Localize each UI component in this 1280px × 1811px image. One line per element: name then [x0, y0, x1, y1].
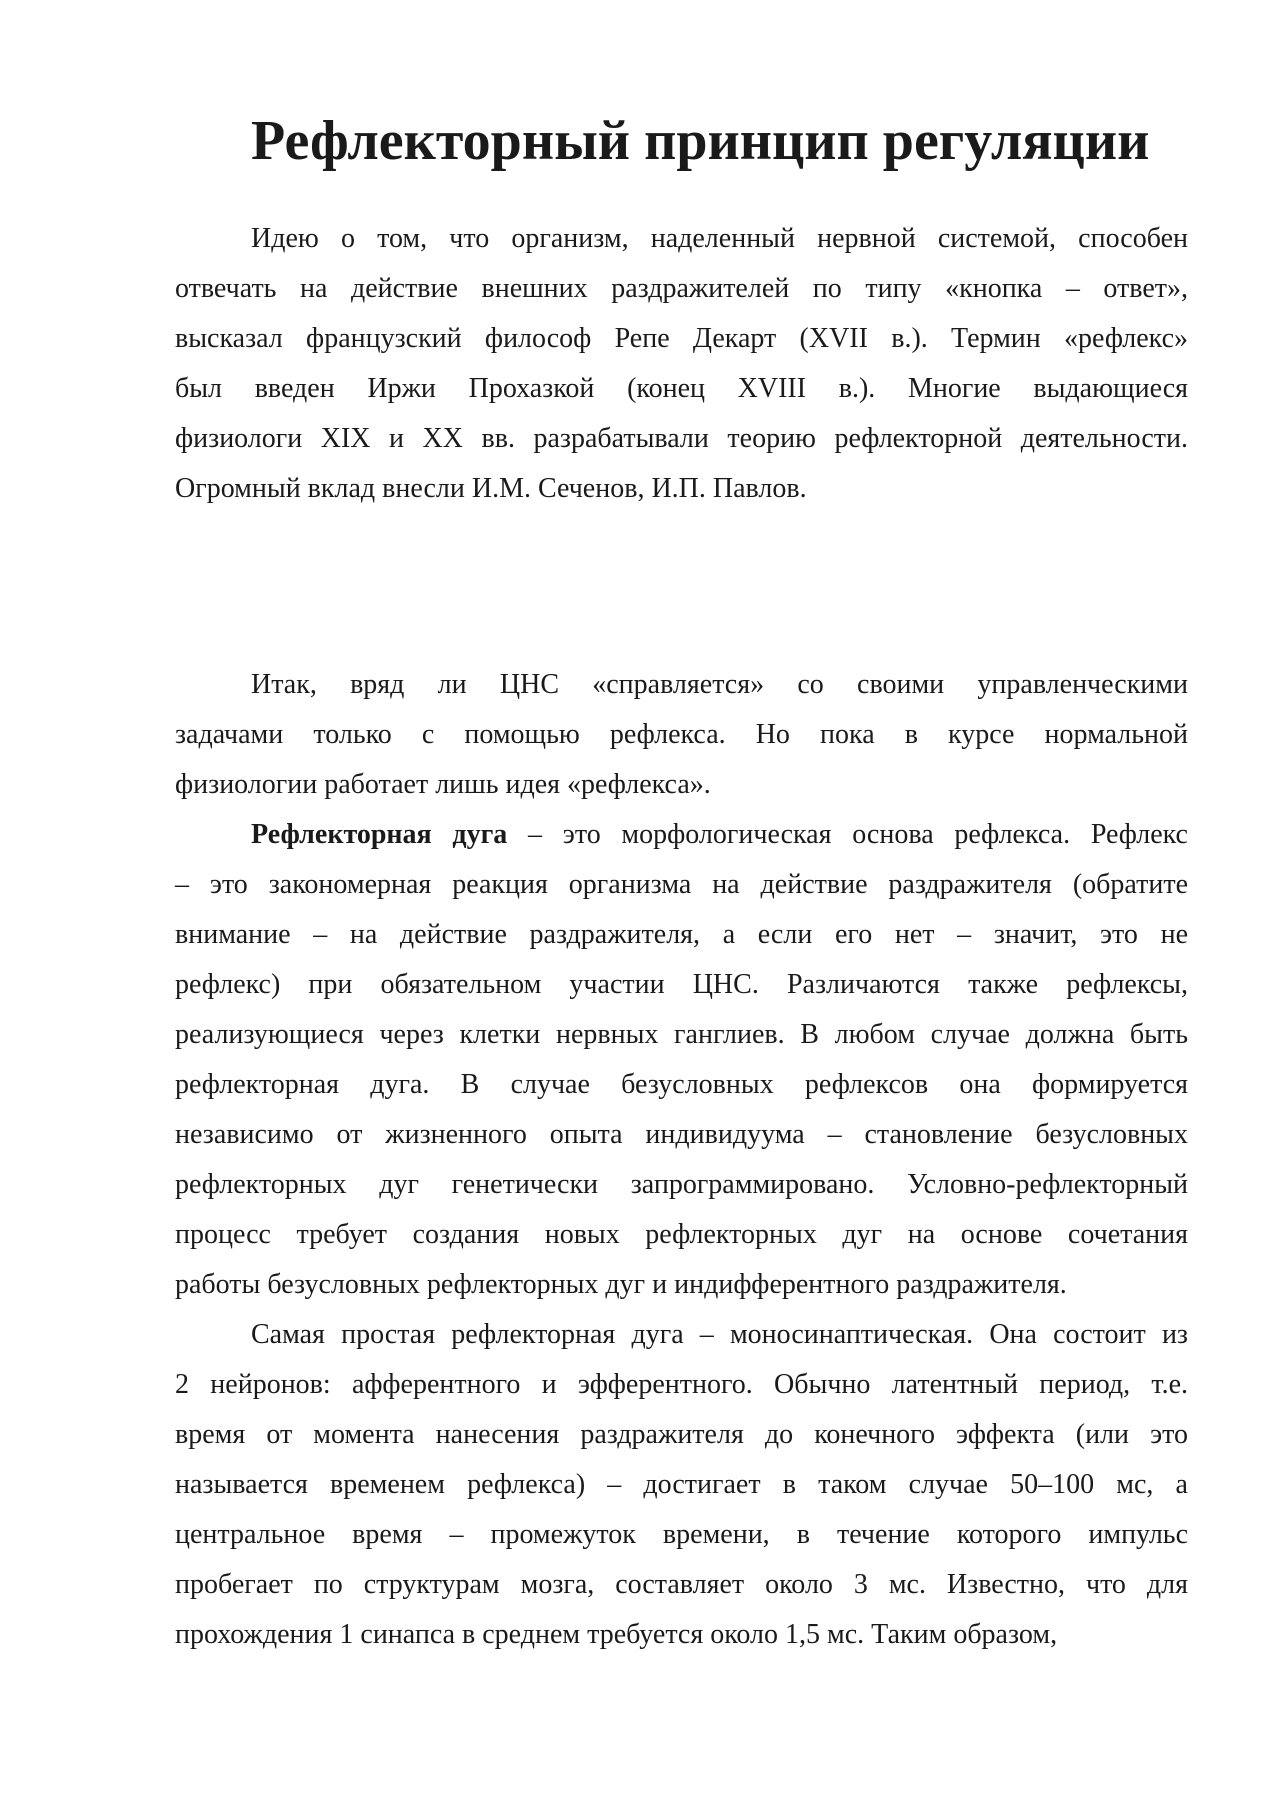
paragraph-line: рефлекс) при обязательном участии ЦНС. Различаются также рефлексы, [175, 969, 1188, 1000]
paragraph-line: высказал французский философ Репе Декарт (XVII в.). Термин «рефлекс» [175, 323, 1188, 354]
paragraph-line: рефлекторная дуга. В случае безусловных рефлексов она формируется [175, 1069, 1188, 1100]
blank-gap [175, 514, 1188, 660]
paragraph-line: Огромный вклад внесли И.М. Сеченов, И.П. Павлов. [175, 473, 807, 504]
paragraph-line: процесс требует создания новых рефлекторных дуг на основе сочетания [175, 1219, 1188, 1250]
paragraph-line-text: – это морфологическая основа рефлекса. Рефлекс [507, 819, 1188, 850]
paragraph-line: прохождения 1 синапса в среднем требуется около 1,5 мс. Таким образом, [175, 1619, 1058, 1650]
paragraph-line: Идею о том, что организм, наделенный нервной системой, способен [251, 223, 1188, 254]
paragraph-line: Итак, вряд ли ЦНС «справляется» со своими управленческими [251, 669, 1188, 700]
paragraph-line: называется временем рефлекса) – достигает в таком случае 50–100 мс, а [175, 1469, 1188, 1500]
paragraph-line: внимание – на действие раздражителя, а если его нет – значит, это не [175, 919, 1188, 950]
paragraph-line: реализующиеся через клетки нервных ганглиев. В любом случае должна быть [175, 1019, 1188, 1050]
paragraph-cns [175, 660, 1188, 810]
paragraph-line: отвечать на действие внешних раздражителей по типу «кнопка – ответ», [175, 273, 1188, 304]
paragraph-line: работы безусловных рефлекторных дуг и индифферентного раздражителя. [175, 1269, 1067, 1300]
paragraph-line: задачами только с помощью рефлекса. Но пока в курсе нормальной [175, 719, 1188, 750]
page-title: Рефлекторный принцип регуляции [251, 110, 1150, 172]
term-reflex-arc: Рефлекторная дуга [251, 819, 508, 850]
paragraph-line: 2 нейронов: афферентного и эфферентного. Обычно латентный период, т.е. [175, 1369, 1188, 1400]
paragraph-line: был введен Иржи Прохазкой (конец XVIII в.). Многие выдающиеся [175, 373, 1188, 404]
paragraph-line [175, 810, 1188, 860]
paragraph-line: пробегает по структурам мозга, составляет около 3 мс. Известно, что для [175, 1569, 1188, 1600]
paragraph-reflex-arc [175, 810, 1188, 1310]
paragraph-line: центральное время – промежуток времени, в течение которого импульс [175, 1519, 1188, 1550]
paragraph-line: Самая простая рефлекторная дуга – моносинаптическая. Она состоит из [251, 1319, 1188, 1350]
paragraph-line: – это закономерная реакция организма на действие раздражителя (обратите [175, 869, 1188, 900]
paragraph-monosynaptic [175, 1310, 1188, 1660]
paragraph-line: физиологии работает лишь идея «рефлекса». [175, 769, 711, 800]
paragraph-line: физиологи XIX и XX вв. разрабатывали теорию рефлекторной деятельности. [175, 423, 1188, 454]
paragraph-line: независимо от жизненного опыта индивидуума – становление безусловных [175, 1119, 1188, 1150]
paragraph-intro [175, 214, 1188, 514]
paragraph-line: время от момента нанесения раздражителя до конечного эффекта (или это [175, 1419, 1188, 1450]
paragraph-line: рефлекторных дуг генетически запрограммировано. Условно-рефлекторный [175, 1169, 1188, 1200]
